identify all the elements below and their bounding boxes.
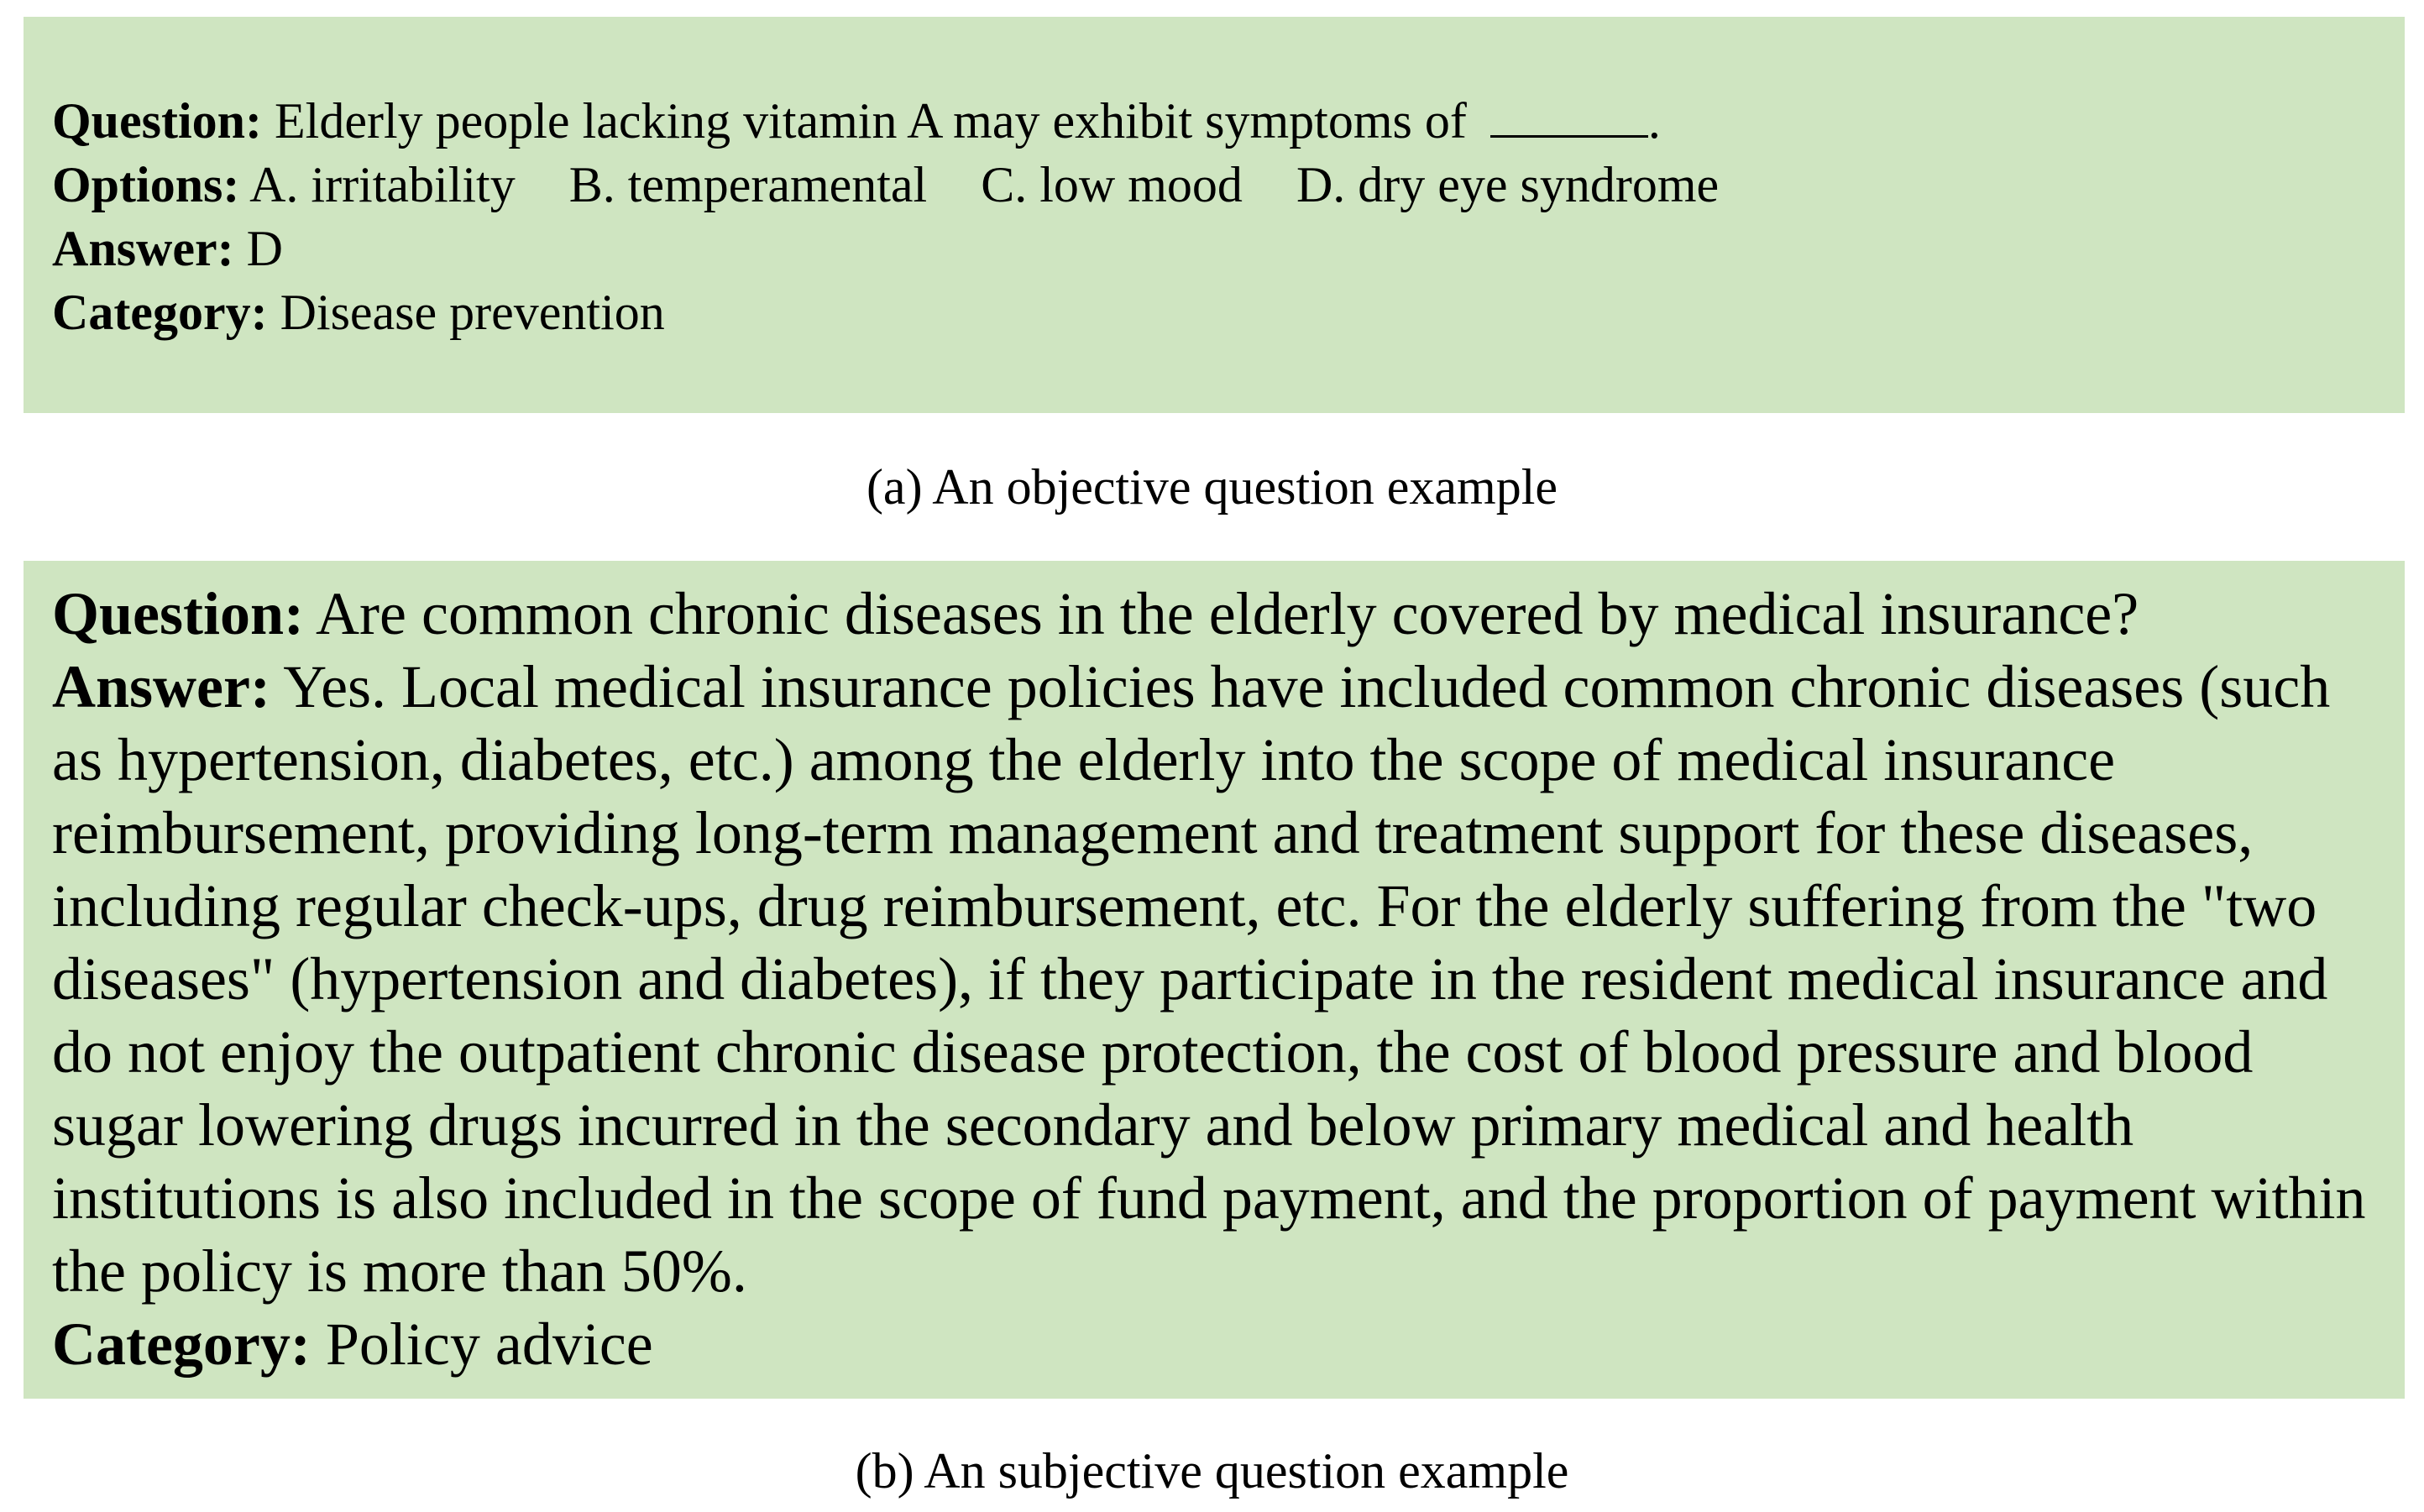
question-label: Question: xyxy=(52,580,305,647)
caption-subjective: (b) An subjective question example xyxy=(855,1443,1569,1499)
question-end: . xyxy=(1647,93,1661,149)
category-label: Category: xyxy=(52,285,268,340)
subjective-category-line xyxy=(52,1308,2376,1381)
subjective-question-line xyxy=(52,578,2376,651)
options-label: Options: xyxy=(52,157,240,212)
subjective-answer-paragraph xyxy=(52,651,2376,1308)
subjective-example-panel xyxy=(24,561,2405,1399)
answer-label: Answer: xyxy=(52,653,270,720)
caption-objective: (a) An objective question example xyxy=(866,459,1558,515)
options-line xyxy=(52,153,2405,217)
category-label: Category: xyxy=(52,1311,311,1378)
objective-category-line xyxy=(52,280,2405,344)
category-value: Policy advice xyxy=(310,1311,653,1378)
category-value: Disease prevention xyxy=(267,285,665,340)
option-a: A. irritability xyxy=(249,157,516,212)
answer-text: Yes. Local medical insurance policies have included common chronic diseases (such as hypertension, diabetes, etc.) among the elderly into the scope of medical insurance reimbursement, providing long-term management and treatment support for these diseases, including regular check-ups, drug reimbursement, etc. For the elderly suffering from the "two diseases" (hypertension and diabetes), if they participate in the resident medical insurance and do not enjoy the outpatient chronic disease protection, the cost of blood pressure and blood sugar lowering drugs incurred in the secondary and below primary medical and health institutions is also included in the scope of fund payment, and the proportion of payment within the policy is more than 50%. xyxy=(52,653,2366,1305)
objective-example-panel xyxy=(24,17,2405,413)
option-c: C. low mood xyxy=(981,157,1243,212)
objective-question-line xyxy=(52,89,2405,153)
answer-value: D xyxy=(233,221,283,276)
question-label: Question: xyxy=(52,93,263,149)
question-text: Elderly people lacking vitamin A may exhibit symptoms of xyxy=(262,93,1467,149)
question-text: Are common chronic diseases in the elderly covered by medical insurance? xyxy=(304,580,2139,647)
fill-in-blank xyxy=(1490,93,1648,138)
option-d: D. dry eye syndrome xyxy=(1296,157,1720,212)
option-b: B. temperamental xyxy=(568,157,928,212)
answer-label: Answer: xyxy=(52,221,234,276)
objective-answer-line xyxy=(52,217,2405,280)
